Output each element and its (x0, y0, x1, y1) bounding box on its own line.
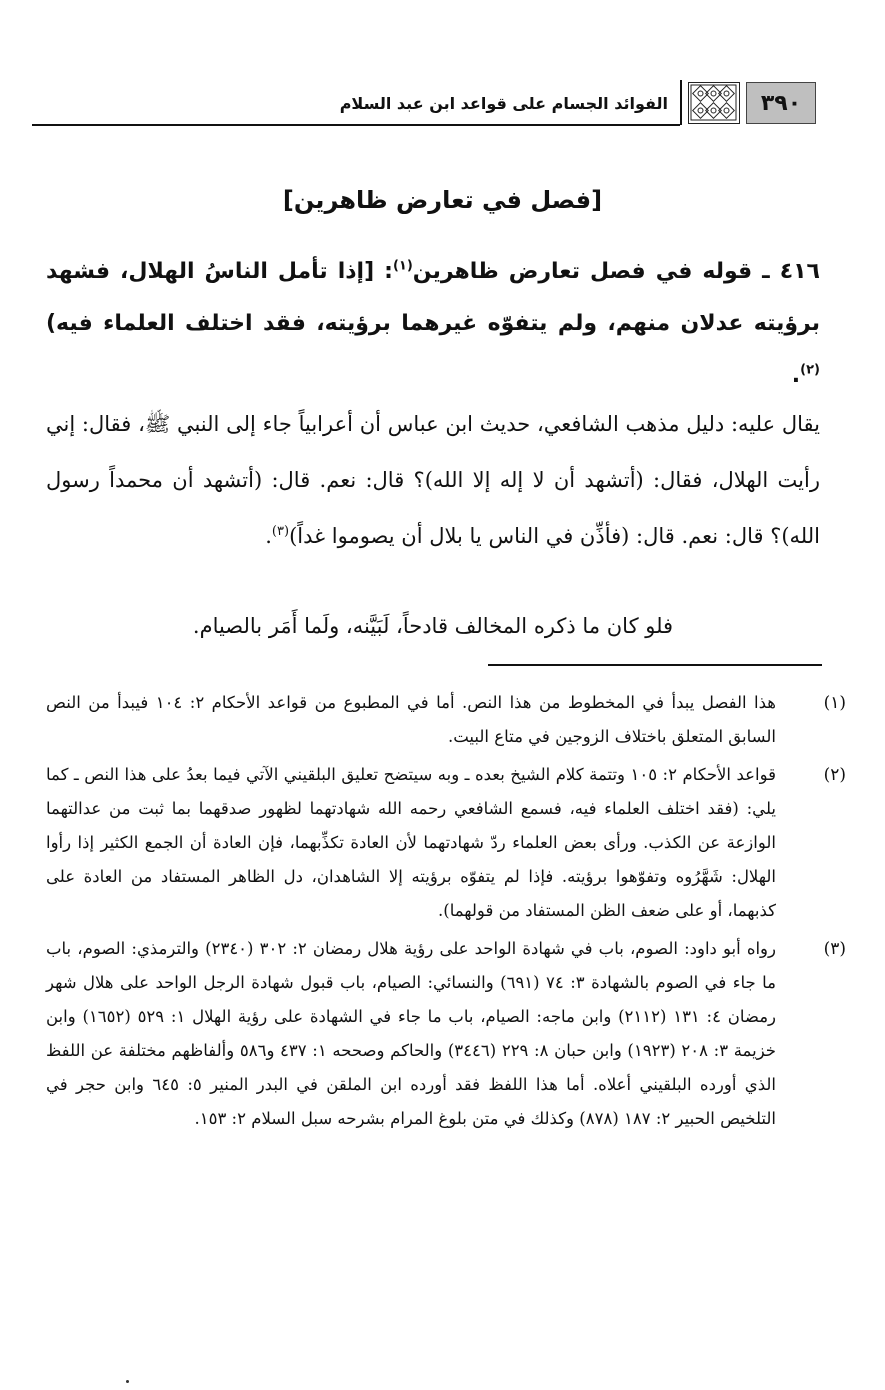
header-divider (680, 80, 682, 125)
quoted-rule-paragraph (46, 246, 820, 402)
quote-lead: ٤١٦ ـ قوله في فصل تعارض ظاهرين (412, 259, 820, 284)
footnote-text: قواعد الأحكام ٢: ١٠٥ وتتمة كلام الشيخ بعده ـ وبه سيتضح تعليق البلقيني الآتي فيما بعدُ على هذا النص ـ كما يلي: (فقد اختلف العلماء فيه، فسمع الشافعي رحمه الله شهادتهما لظهور صدقهما بما ثبت من عدالتهما الوازعة عن الكذب. ورأى بعض العلماء ردّ شهادتهما لأن العادة تكذِّبهما، فإن العادة أن الجمع الكثير إذا رأوا الهلال: شَهَّرُوه وتفوّهوا برؤيته. فإذا لم يتفوّه برؤيته إلا الشاهدان، دل الظاهر المستفاد من العادة على كذبهما، أو على ضعف الظن المستفاد من قولهما). (46, 765, 776, 920)
footnote-text: رواه أبو داود: الصوم، باب في شهادة الواحد على رؤية هلال رمضان ٢: ٣٠٢ (٢٣٤٠) والترمذي: الصوم، باب ما جاء في الصوم بالشهادة ٣: ٧٤ (٦٩١) والنسائي: الصيام، باب قبول شهادة الرجل الواحد على هلال شهر رمضان ٤: ١٣١ (٢١١٢) وابن ماجه: الصيام، باب ما جاء في الشهادة على رؤية الهلال ١: ٥٢٩ (١٦٥٢) وابن خزيمة ٣: ٢٠٨ (١٩٢٣) وابن حبان ٨: ٢٢٩ (٣٤٤٦) والحاكم وصححه ١: ٤٣٧ و٥٨٦ وألفاظهم مختلفة عن اللفظ الذي أورده البلقيني أعلاه. أما هذا اللفظ فقد أورده ابن الملقن في البدر المنير ٥: ٦٤٥ وابن حجر في التلخيص الحبير ٢: ١٨٧ (٨٧٨) وكذلك في متن بلوغ المرام بشرحه سبل السلام ٢: ١٥٣. (46, 939, 776, 1128)
reply-body: يقال عليه: دليل مذهب الشافعي، حديث ابن عباس أن أعرابياً جاء إلى النبي ﷺ، فقال: إني رأيت الهلال، فقال: (أتشهد أن لا إله إلا الله)؟ قال: نعم. قال: (أتشهد أن محمداً رسول الله)؟ قال: نعم. قال: (فأذِّن في الناس يا بلال أن يصوموا غداً) (46, 412, 820, 548)
footnote-ref-2[interactable]: (٢) (800, 362, 820, 378)
header-rule (32, 124, 680, 126)
page-number: ٣٩٠ (746, 82, 816, 124)
footnote-number: (٣) (823, 939, 846, 959)
section-heading: [فصل في تعارض ظاهرين] (282, 186, 603, 214)
footnote (46, 758, 846, 928)
reply-end: . (265, 524, 272, 548)
footnote-separator (488, 664, 822, 666)
quote-end: . (791, 363, 801, 388)
print-speck (126, 1380, 129, 1383)
footnote-ref-1[interactable]: (١) (392, 258, 413, 274)
footnote-number: (١) (823, 693, 846, 713)
footnote (46, 932, 846, 1136)
footnote-number: (٢) (823, 765, 846, 785)
book-title: الفوائد الجسام على قواعد ابن عبد السلام (339, 94, 668, 113)
footnotes (46, 686, 846, 1136)
conclusion-paragraph: فلو كان ما ذكره المخالف قادحاً، لَبَيَّنه، ولَما أَمَر بالصيام. (192, 614, 674, 638)
footnote-ref-3[interactable]: (٣) (271, 524, 290, 539)
footnote (46, 686, 846, 754)
footnote-text: هذا الفصل يبدأ في المخطوط من هذا النص. أما في المطبوع من قواعد الأحكام ٢: ١٠٤ فيبدأ من النص السابق المتعلق باختلاف الزوجين في متاع البيت. (46, 693, 776, 746)
quote-body: : [إذا تأمل الناسُ الهلال، فشهد برؤيته عدلان منهم، ولم يتفوّه غيرهما برؤيته، فقد اختلف العلماء فيه) (46, 259, 820, 336)
running-header (24, 74, 802, 132)
reply-paragraph (46, 396, 820, 564)
ornament-icon (688, 82, 740, 124)
